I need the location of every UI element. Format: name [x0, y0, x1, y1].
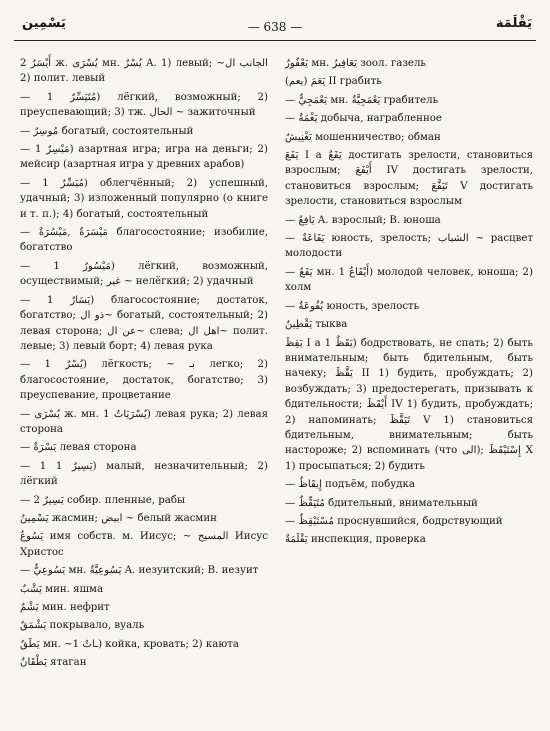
running-head-right: يَقْلَمَة [495, 16, 532, 31]
dictionary-entry: — مُتَيَقِّظٌ бдительный, внимательный [285, 497, 478, 509]
dictionary-entry: يَقْطِينٌ тыква [285, 319, 348, 331]
dictionary-entry: — يَسْرَةٌ левая сторона [20, 442, 137, 454]
dictionary-entry: — مَيْسَرَةٌ ,مَيْسُرَةٌ благосостояние; изобилие, богатство [20, 227, 268, 254]
dictionary-entry: — يَسُوعِيٌّ мн. يَسُوعِيَّةٌ A. иезуитский; B. иезуит [20, 565, 259, 577]
dictionary-entry: يَسْمِينٌ жасмин; ابيض ~ белый жасмин [20, 512, 217, 524]
dictionary-entry: يَقْلَمَةٌ инспекция, проверка [285, 534, 426, 546]
dictionary-entry: يَعَمَ (يعم) II грабить [285, 76, 382, 88]
dictionary-entry: أَيْسَرُ 2 ж. يُسْرَى мн. يُسْرٌ A. 1) левый; الجانب ال~ 2) полит. левый [20, 58, 268, 85]
dictionary-entry: — مُوسِرٌ богатый, состоятельный [20, 125, 194, 137]
dictionary-entry: يَشْبٌ мин. яшма [20, 583, 104, 595]
dictionary-entry: يَعْفُورٌ мн. يَعَافِيرُ зоол. газель [285, 58, 426, 69]
dictionary-entry: — مُتَيَسِّرٌ 1) лёгкий, возможный; 2) преуспевающий; 3) тж. الحال ~ зажиточный [20, 91, 268, 119]
dictionary-entry: — مَيْسُورٌ 1) лёгкий, возможный, осуществимый; غير ~ нелёгкий; 2) удачный [20, 260, 268, 288]
right-column [285, 56, 533, 551]
dictionary-entry: يَشْمٌ мин. нефрит [20, 602, 110, 613]
dictionary-entry: — مُسْتَيْقِظٌ проснувшийся, бодрствующий [285, 515, 503, 527]
dictionary-entry: — يَفَاعَةٌ юность, зрелость; الشباب ~ расцвет молодости [285, 233, 533, 260]
dictionary-entry: — يَسَارٌ 1) благосостояние; достаток, богатство; ذو ال~ богатый, состоятельный; 2) левая сторона; عن ال~ слева; اهل ال~ полит. левые; 3) левый борт; 4) левая рука [20, 294, 269, 352]
dictionary-entry: — يَسِيرٌ 1 1) малый, незначительный; 2) лёгкий [20, 460, 268, 488]
header-rule [14, 40, 536, 41]
dictionary-entry: — مُيَسِّرٌ 1) облегчённый; 2) успешный, удачный; 3) изложенный популярно (о книге и т. п.); 4) богатый, состоятельный [20, 177, 268, 220]
page-header [14, 16, 536, 38]
dictionary-entry: يَسُوعُ имя собств. м. Иисус; ~ المسيح Иисус Христос [20, 531, 268, 558]
dictionary-entry: — يَعْمَجِيٌّ мн. يَعْمَجِيَّةٌ грабитель [285, 94, 439, 106]
dictionary-entry: — يَسِيرٌ 2 собир. пленные, рабы [20, 494, 186, 506]
dictionary-entry: — يُفُوعَةٌ юность, зрелость [285, 300, 420, 312]
dictionary-entry: — يُسْرٌ 1) лёгкость; ~ بـ легко; 2) благосостояние, достаток, богатство; 3) преуспевание, процветание [20, 359, 268, 402]
running-head-left: يَسْمِين [22, 16, 66, 31]
dictionary-entry: — يَغْمَةٌ добыча, награбленное [285, 113, 442, 125]
page-number: — 638 — [247, 20, 303, 34]
dictionary-entry: يَفَعَ I a يَفَعٌ достигать зрелости, становиться взрослым; أَيْفَعَ IV достигать зрелости, становиться взрослым; تَيَفَّعَ V достигать зрелости, становиться взрослым [285, 150, 534, 208]
dictionary-entry: — مَيْسِرٌ 1) азартная игра; игра на деньги; 2) мейсир (азартная игра у древних арабов) [20, 144, 268, 171]
dictionary-entry: يَغْنِيشٌ мошенничество; обман [285, 131, 441, 143]
dictionary-entry: — يَفَعٌ мн. أَيْفَاعٌ 1) молодой человек, юноша; 2) холм [285, 266, 533, 294]
dictionary-entry: يَشْمَقٌ покрывало, вуаль [20, 620, 145, 632]
dictionary-entry: يَطَقٌ мн. ~ـاتٌ 1) койка, кровать; 2) каюта [20, 638, 239, 650]
dictionary-entry: — يَافِعٌ A. взрослый; B. юноша [285, 214, 441, 226]
dictionary-entry: يَطْقَانٌ ятаган [20, 657, 87, 669]
left-column [20, 56, 268, 674]
dictionary-entry: — يُسْرَى ж. мн. يُسْرَيَاتٌ 1) левая рука; 2) левая сторона [20, 408, 268, 435]
dictionary-entry: — إِيقَاظٌ подъём, побудка [285, 479, 415, 491]
dictionary-entry: يَقِظَ I a يَقَظٌ 1) бодрствовать, не спать; 2) быть внимательным; быть бдительным, быть начеку; يَقَّظَ II 1) будить, пробуждать; 2) возбуждать; 3) предостерегать, призывать к бдительности; أَيْقَظَ IV 1) будить, пробуждать; 2) напоминать; تَيَقَّظَ V 1) становиться бдительным, внимательным; быть настороже; 2) вспоминать (что الى); إِسْتَيْقَظَ X 1) просыпаться; 2) будить [285, 337, 534, 472]
